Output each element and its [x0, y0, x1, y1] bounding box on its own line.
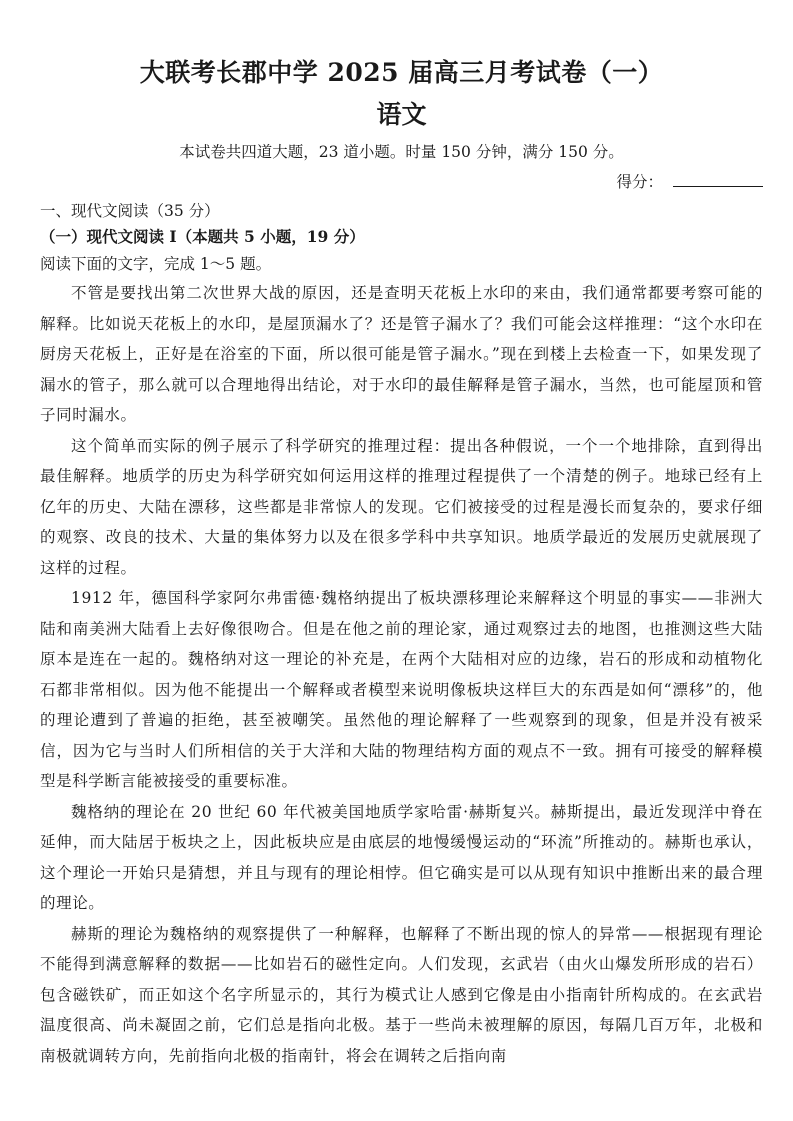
- passage-paragraph: 魏格纳的理论在 20 世纪 60 年代被美国地质学家哈雷·赫斯复兴。赫斯提出，最近发现洋中脊在延伸，而大陆居于板块之上，因此板块应是由底层的地慢缓慢运动的“环流”所推动的。赫斯也承认，这个理论一开始只是猜想，并且与现有的理论相悖。但它确实是可以从现有知识中推断出来的最合理的理论。: [40, 802, 763, 912]
- passage-paragraph: 不管是要找出第二次世界大战的原因，还是查明天花板上水印的来由，我们通常都要考察可能的解释。比如说天花板上的水印，是屋顶漏水了？还是管子漏水了？我们可能会这样推理：“这个水印在厨房天花板上，正好是在浴室的下面，所以很可能是管子漏水。”现在到楼上去检查一下，如果发现了漏水的管子，那么就可以合理地得出结论，对于水印的最佳解释是管子漏水，当然，也可能屋顶和管子同时漏水。: [40, 284, 763, 424]
- section-heading: 一、现代文阅读（35 分）: [40, 202, 220, 220]
- passage-paragraph: 这个简单而实际的例子展示了科学研究的推理过程：提出各种假说，一个一个地排除，直到得出最佳解释。地质学的历史为科学研究如何运用这样的推理过程提供了一个清楚的例子。地球已经有上亿年的历史、大陆在漂移，这些都是非常惊人的发现。它们被接受的过程是漫长而复杂的，要求仔细的观察、改良的技术、大量的集体努力以及在很多学科中共享知识。地质学最近的发展历史就展现了这样的过程。: [40, 436, 763, 577]
- passage-paragraph: 赫斯的理论为魏格纳的观察提供了一种解释，也解释了不断出现的惊人的异常——根据现有理论不能得到满意解释的数据——比如岩石的磁性定向。人们发现，玄武岩（由火山爆发所形成的岩石）包含磁铁矿，而正如这个名字所显示的，其行为模式让人感到它像是由小指南针所构成的。在玄武岩温度很高、尚未凝固之前，它们总是指向北极。基于一些尚未被理解的原因，每隔几百万年，北极和南极就调转方向，先前指向北极的指南针，将会在调转之后指向南: [40, 924, 763, 1065]
- reading-instruction: 阅读下面的文字，完成 1～5 题。: [40, 255, 272, 273]
- subject-title: 语文: [376, 100, 427, 129]
- score-label: 得分：: [616, 173, 663, 191]
- exam-info: 本试卷共四道大题，23 道小题。时量 150 分钟，满分 150 分。: [179, 143, 624, 161]
- passage-paragraph: 1912 年，德国科学家阿尔弗雷德·魏格纳提出了板块漂移理论来解释这个明显的事实——非洲大陆和南美洲大陆看上去好像很吻合。但是在他之前的理论家，通过观察过去的地图，也推测这些大陆原本是连在一起的。魏格纳对这一理论的补充是，在两个大陆相对应的边缘，岩石的形成和动植物化石都非常相似。因为他不能提出一个解释或者模型来说明像板块这样巨大的东西是如何“漂移”的，他的理论遭到了普遍的拒绝，甚至被嘲笑。虽然他的理论解释了一些观察到的现象，但是并没有被采信，因为它与当时人们所相信的关于大洋和大陆的物理结构方面的观点不一致。拥有可接受的解释模型是科学断言能被接受的重要标准。: [40, 589, 763, 790]
- exam-title: 大联考长郡中学 2025 届高三月考试卷（一）: [139, 58, 664, 87]
- score-blank-line: [673, 170, 763, 187]
- sub-section-heading: （一）现代文阅读 I（本题共 5 小题，19 分）: [40, 227, 365, 246]
- score-field: [40, 170, 763, 194]
